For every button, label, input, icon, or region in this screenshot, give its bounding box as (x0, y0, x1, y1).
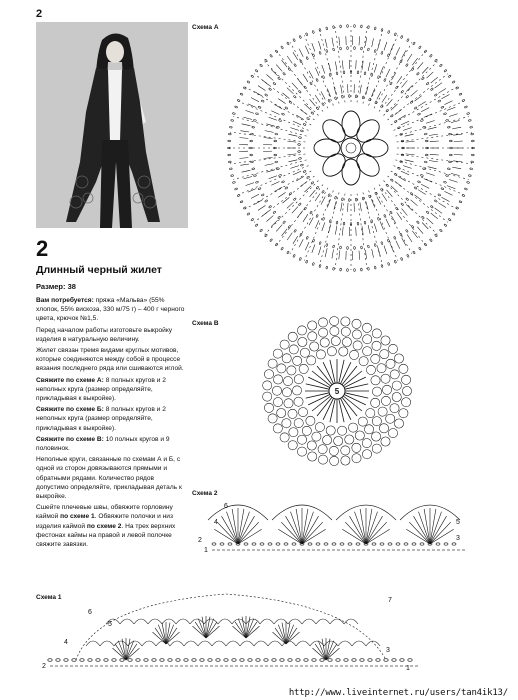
instructions-text (36, 296, 188, 551)
finishing-text-1: Сшейте плечевые швы, обвяжите горловину каймой (36, 504, 173, 521)
scheme-a-text: 8 полных кругов и 2 неполных круга (размер определяйте, прикладывая к выкройке). (36, 376, 166, 403)
scheme-1-row-number: 1 (406, 665, 410, 672)
scheme-a-title: Схема А (192, 24, 219, 31)
scheme-2-row-number: 4 (214, 519, 218, 526)
finishing-scheme-2: по схеме 2 (86, 522, 122, 530)
materials-label: Вам потребуется: (36, 297, 94, 304)
scheme-1-diagram (36, 586, 426, 682)
scheme-1-row-number: 7 (388, 597, 392, 604)
scheme-1-row-number: 2 (42, 663, 46, 670)
article-title: Длинный черный жилет (36, 264, 162, 276)
scheme-a-label: Свяжите по схеме А: (36, 376, 104, 384)
finishing-text-2: . Обвяжите полочки и низ изделия каймой (36, 513, 174, 530)
paragraph-construction: Жилет связан тремя видами круглых мотивов, которые соединяются между собой в процессе вязания последнего ряда или сшиваются иглой. (36, 347, 184, 373)
model-number: 2 (36, 236, 49, 261)
scheme-v-center-label: 5 (334, 387, 340, 396)
scheme-2-row-number: 2 (198, 537, 202, 544)
source-url: http://www.liveinternet.ru/users/tan4ik13/ (288, 688, 508, 698)
scheme-1-row-number: 4 (64, 639, 68, 646)
scheme-1-title: Схема 1 (36, 594, 62, 601)
scheme-2-diagram (194, 494, 474, 564)
page-number: 2 (36, 8, 43, 20)
paragraph-partial-circles: Неполные круги, связанные по схемам А и Б, с одной из сторон довязываются прямыми и обратными рядами. Количество рядов допустимо определяйте, прикладывая деталь к выкройке. (36, 456, 182, 501)
scheme-2-row-number: 5 (456, 519, 460, 526)
scheme-2-row-number: 1 (204, 547, 208, 554)
scheme-v-diagram (262, 316, 412, 466)
materials-text: пряжа «Мальва» (55% хлопок, 55% вискоза, 330 м/75 г) – 400 г черного цвета, крючок №1,5. (36, 297, 185, 323)
scheme-2-title: Схема 2 (192, 490, 218, 497)
model-photo (36, 22, 188, 228)
paragraph-pattern: Перед началом работы изготовьте выкройку изделия в натуральную величину. (36, 326, 173, 343)
scheme-2-row-number: 3 (456, 535, 460, 542)
scheme-b-text: 8 полных кругов и 2 неполных круга (размер определяйте, прикладывая к выкройке). (36, 406, 166, 432)
paragraph-finishing (36, 503, 188, 549)
scheme-b-label: Свяжите по схеме Б: (36, 406, 104, 414)
finishing-text-3: . На трех верхних фестонах каймы на правой и левой полочке свяжите завязки. (36, 522, 176, 549)
scheme-v-title: Схема В (192, 320, 219, 327)
scheme-2-row-number: 6 (224, 503, 228, 510)
scheme-v-text: 10 полных кругов и 9 половинок. (36, 435, 170, 453)
size-info: Размер: 38 (36, 282, 76, 291)
scheme-a-diagram (226, 20, 476, 292)
scheme-v-label: Свяжите по схеме В: (36, 435, 104, 443)
scheme-1-row-number: 5 (108, 621, 112, 628)
scheme-1-row-number: 3 (386, 647, 390, 654)
scheme-1-row-number: 6 (88, 609, 92, 616)
finishing-scheme-1: по схеме 1 (60, 513, 95, 521)
